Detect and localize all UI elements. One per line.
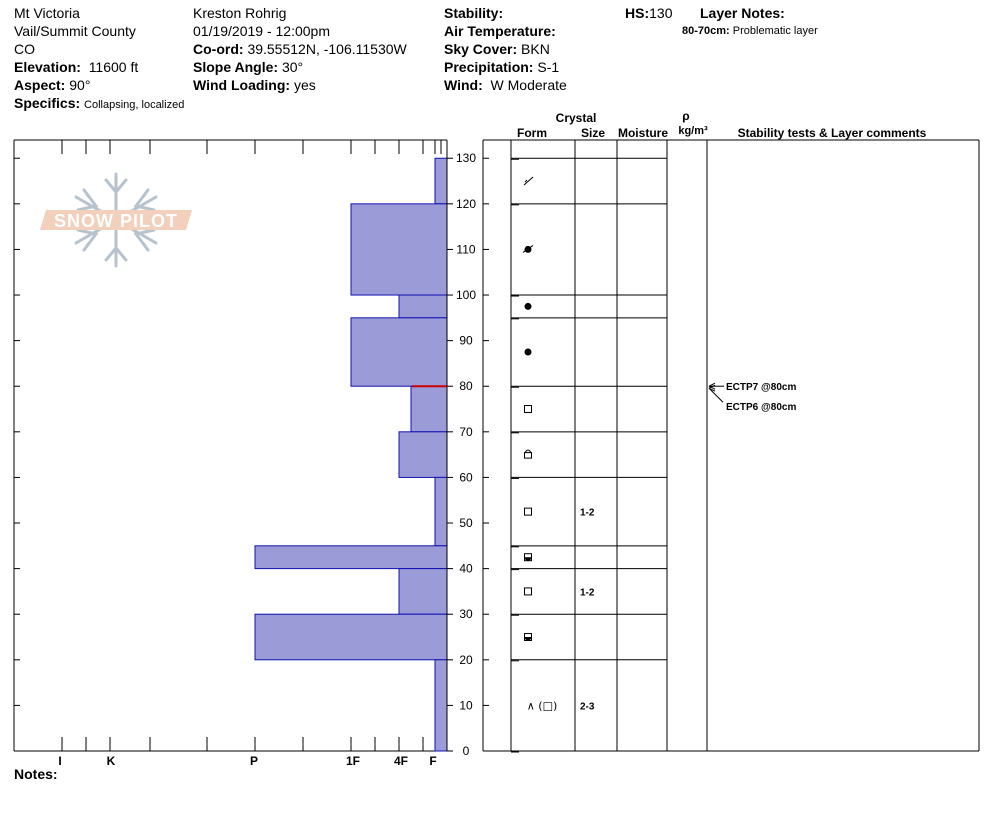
precip-value: S-1 [537, 59, 560, 75]
aspect-label: Aspect: [14, 77, 66, 93]
location-name: Mt Victoria [14, 5, 80, 21]
depth-tick-label: 80 [459, 379, 473, 394]
crystal-rounded-icon [525, 349, 532, 356]
hardness-bar [435, 477, 447, 545]
layer-note-range: 80-70cm: [682, 25, 730, 37]
stability-header: Stability tests & Layer comments [737, 126, 927, 140]
density-unit-header: kg/m³ [678, 125, 708, 137]
hardness-bar [351, 204, 447, 295]
depth-tick-label: 20 [459, 652, 473, 667]
crystal-rounded-icon [525, 303, 532, 310]
crystal-depth-hoar-faceted-icon [525, 450, 532, 458]
depth-tick-label: 100 [455, 288, 477, 303]
elevation-label: Elevation: [14, 59, 81, 75]
wind-label: Wind: [444, 77, 483, 93]
hardness-bar [255, 546, 447, 569]
hardness-tick-label: I [58, 754, 62, 768]
precip-label: Precipitation: [444, 59, 534, 75]
depth-tick-label: 70 [459, 424, 473, 439]
depth-axis-labels [456, 151, 476, 758]
left-axis-ticks [14, 158, 20, 751]
specifics-label: Specifics: [14, 95, 81, 111]
crystal-faceted-rounded-icon [525, 634, 532, 641]
stability-test-label: ECTP7 @80cm [726, 382, 797, 394]
crystal-faceted-icon [525, 508, 532, 515]
depth-tick-label: 40 [459, 561, 473, 576]
hardness-tick-label: F [429, 754, 437, 768]
depth-tick-label: 10 [459, 698, 473, 713]
profile-table [447, 109, 979, 758]
hs-value: 130 [649, 5, 673, 21]
elevation-value: 11600 ft [88, 59, 139, 75]
hardness-bar [435, 158, 447, 204]
snow-pilot-logo [40, 174, 192, 266]
hardness-tick-label: 4F [393, 754, 409, 768]
depth-tick-label: 130 [455, 151, 477, 166]
depth-tick-label: 50 [459, 516, 473, 531]
county-name: Vail/Summit County [14, 23, 136, 39]
slope-value: 30° [281, 59, 304, 75]
hardness-tick-label: K [106, 754, 116, 768]
depth-tick-label: 120 [455, 196, 477, 211]
crystal-size-labels [580, 508, 595, 713]
sky-label: Sky Cover: [444, 41, 518, 57]
crystal-decomposing-icon [524, 177, 533, 185]
test-arrow-icon [709, 383, 724, 389]
wind-loading-value: yes [293, 77, 316, 93]
state-name: CO [14, 41, 35, 57]
observation-datetime: 01/19/2019 - 12:00pm [193, 23, 330, 39]
depth-tick-label: 110 [456, 242, 476, 257]
depth-tick-label: 0 [462, 744, 470, 758]
depth-tick-label: 60 [459, 470, 473, 485]
wind-loading-label: Wind Loading: [193, 77, 291, 93]
stability-label: Stability: [444, 5, 504, 21]
moisture-header: Moisture [617, 126, 669, 140]
observer-name: Kreston Rohrig [193, 5, 287, 21]
crystal-faceted-icon [525, 406, 532, 413]
crystal-faceted-icon [525, 588, 532, 595]
hardness-tick-label: 1F [345, 754, 361, 768]
hardness-bar [399, 295, 447, 318]
layer-notes-label: Layer Notes: [700, 5, 785, 21]
crystal-form-marks [523, 177, 557, 712]
column-headers [517, 109, 927, 140]
crystal-size-label: 1-2 [580, 587, 595, 599]
crystal-size-label: 1-2 [580, 507, 595, 519]
crystal-depth-hoar-icon [527, 699, 558, 712]
crystal-header: Crystal [555, 111, 597, 125]
depth-tick-label: 90 [459, 333, 473, 348]
rho-header: ρ [682, 109, 690, 123]
size-header: Size [580, 126, 606, 140]
hardness-tick-label: P [249, 754, 259, 768]
form-header: Form [517, 126, 547, 140]
hardness-bar [255, 614, 447, 660]
coord-value: 39.55512N, -106.11530W [247, 41, 407, 57]
layer-boundary-lines [511, 158, 667, 752]
stability-test-label: ECTP6 @80cm [726, 402, 797, 414]
crystal-rounded-decomposing-icon [523, 245, 533, 253]
hardness-bar [399, 432, 447, 478]
air-temp-label: Air Temperature: [444, 23, 556, 39]
specifics-value: Collapsing, localized [84, 99, 185, 111]
hardness-bar [435, 660, 447, 751]
slope-label: Slope Angle: [193, 59, 279, 75]
notes-label: Notes: [14, 766, 58, 782]
hardness-bar [399, 569, 447, 615]
wind-value: W Moderate [490, 77, 567, 93]
layer-note-text: Problematic layer [732, 25, 818, 37]
hardness-tick-labels [58, 754, 436, 768]
stability-tests [709, 382, 796, 413]
hardness-chart [14, 140, 447, 768]
aspect-value: 90° [69, 77, 91, 93]
hs-label: HS: [625, 5, 650, 21]
hardness-bar [351, 318, 447, 386]
crystal-faceted-rounded-icon [525, 554, 532, 561]
depth-tick-label: 30 [459, 607, 473, 622]
crystal-size-label: 2-3 [580, 701, 595, 713]
sky-value: BKN [521, 41, 550, 57]
hardness-bars [255, 158, 447, 751]
crystal-form-label: ∧ (□) [526, 699, 558, 713]
coord-label: Co-ord: [193, 41, 244, 57]
logo-text: SNOW PILOT [54, 211, 178, 231]
hardness-bar [411, 386, 447, 432]
